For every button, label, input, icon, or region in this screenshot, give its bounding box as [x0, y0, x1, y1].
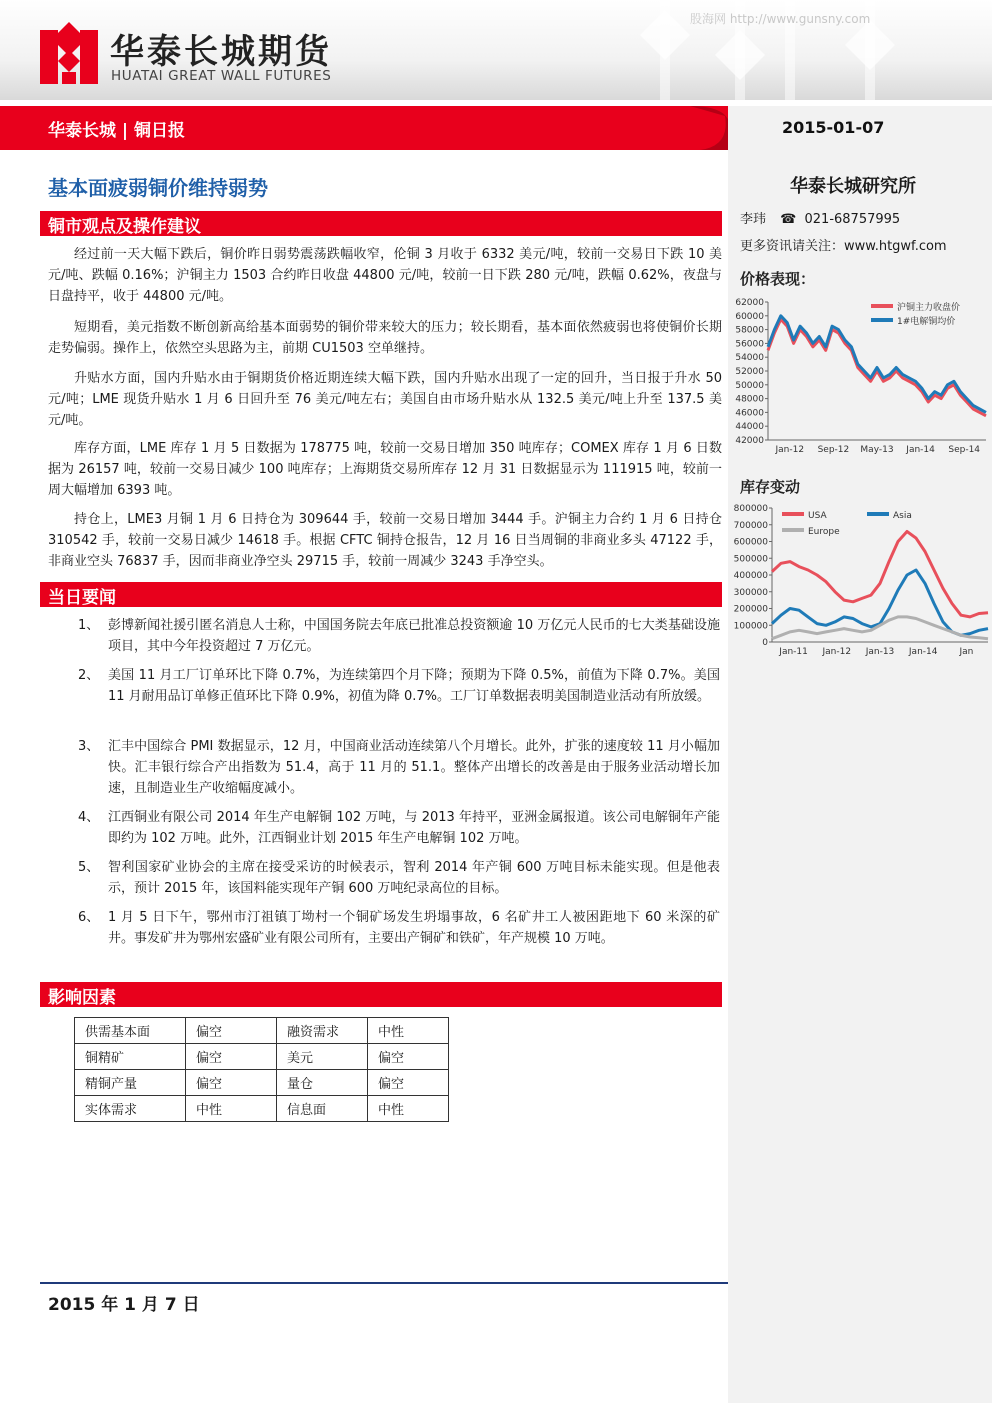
- table-cell: 实体需求: [75, 1096, 186, 1122]
- y-tick-label: 600000: [733, 537, 768, 548]
- stock-chart-title: 库存变动: [740, 478, 801, 496]
- report-date: 2015-01-07: [782, 118, 885, 137]
- y-tick-label: 54000: [735, 353, 764, 364]
- legend-label: Europe: [808, 527, 840, 537]
- y-tick-label: 48000: [735, 394, 764, 405]
- table-cell: 信息面: [277, 1096, 368, 1122]
- x-tick-label: May-13: [860, 445, 894, 455]
- telephone-icon: ☎: [780, 212, 797, 227]
- paragraph: 持仓上，LME3 月铜 1 月 6 日持仓为 309644 手，较前一交易日增加 3444 手。沪铜主力合约 1 月 6 日持仓 310542 手，较前一交易日减少 14618 手。根据 CFTC 铜持仓报告，12 月 16 日当周铜的非商业多头 47122 手，非商业空头 76837 手，因而非商业净空头 29715 手，较前一周减少 3243 手净空头。: [48, 512, 722, 569]
- table-cell: 美元: [277, 1044, 368, 1070]
- section-header-news: 当日要闻: [40, 582, 722, 607]
- legend-label: 沪铜主力收盘价: [897, 303, 961, 313]
- section-header-view: 铜市观点及操作建议: [40, 211, 722, 236]
- page-header: [0, 0, 992, 100]
- paragraph: 短期看，美元指数不断创新高给基本面弱势的铜价带来较大的压力；较长期看，基本面依然疲弱也将使铜价长期走势偏弱。操作上，依然空头思路为主，前期 CU1503 空单继持。: [48, 320, 722, 356]
- y-tick-label: 60000: [735, 311, 764, 322]
- y-tick-label: 42000: [735, 436, 764, 446]
- y-tick-label: 62000: [735, 298, 764, 308]
- table-cell: 铜精矿: [75, 1044, 186, 1070]
- factors-table: [74, 1017, 449, 1122]
- y-tick-label: 52000: [735, 367, 764, 377]
- y-tick-label: 0: [762, 638, 768, 648]
- y-tick-label: 56000: [735, 339, 764, 350]
- paragraph: 库存方面，LME 库存 1 月 5 日数据为 178775 吨，较前一交易日增加 350 吨库存；COMEX 库存 1 月 6 日数据为 26157 吨，较前一交易日减少 100 吨库存；上海期货交易所库存 12 月 31 日数据显示为 111915 吨，较前一周大幅增加 6393 吨。: [48, 441, 722, 498]
- x-tick-label: Jan-14: [906, 445, 935, 455]
- price-chart-title: 价格表现：: [740, 270, 816, 288]
- stock-chart: [730, 498, 992, 666]
- report-type-label: 华泰长城 | 铜日报: [48, 121, 186, 141]
- company-logo-icon: [40, 22, 98, 84]
- y-tick-label: 200000: [733, 604, 768, 615]
- analyst-phone: 021-68757995: [804, 212, 901, 227]
- report-title: 基本面疲弱铜价维持弱势: [48, 176, 268, 200]
- table-cell: 融资需求: [277, 1018, 368, 1044]
- x-tick-label: Jan-11: [779, 647, 808, 657]
- y-tick-label: 44000: [735, 422, 764, 433]
- y-tick-label: 46000: [735, 408, 764, 419]
- x-tick-label: Sep-14: [948, 445, 981, 455]
- section-header-factors: 影响因素: [40, 982, 722, 1007]
- table-cell: 量仓: [277, 1070, 368, 1096]
- company-name-cn: 华泰长城期货: [110, 32, 332, 72]
- paragraph: 升贴水方面，国内升贴水由于铜期货价格近期连续大幅下跌，国内升贴水出现了一定的回升，当日报于升水 50 元/吨；LME 现货升贴水 1 月 6 日回升至 76 美元/吨左右；美国自由市场升贴水从 132.5 美元/吨上升至 137.5 美元/吨。: [48, 371, 722, 428]
- y-tick-label: 700000: [733, 520, 768, 531]
- x-tick-label: Jan: [959, 647, 974, 657]
- x-tick-label: Jan-12: [822, 647, 852, 657]
- legend-label: USA: [808, 511, 827, 521]
- table-row: [75, 1070, 449, 1096]
- price-chart: [730, 292, 992, 464]
- table-row: [75, 1018, 449, 1044]
- table-cell: 偏空: [368, 1070, 449, 1096]
- table-cell: 供需基本面: [75, 1018, 186, 1044]
- x-tick-label: Jan-12: [775, 445, 805, 455]
- legend-label: Asia: [893, 511, 912, 521]
- table-cell: 中性: [368, 1018, 449, 1044]
- table-row: [75, 1096, 449, 1122]
- table-cell: 偏空: [186, 1044, 277, 1070]
- analyst-contact: [740, 208, 900, 227]
- table-cell: 中性: [368, 1096, 449, 1122]
- legend-label: 1#电解铜均价: [897, 317, 956, 327]
- y-tick-label: 300000: [733, 587, 768, 598]
- footer-divider: [40, 1282, 728, 1284]
- table-row: [75, 1044, 449, 1070]
- table-cell: 偏空: [368, 1044, 449, 1070]
- table-cell: 偏空: [186, 1018, 277, 1044]
- x-tick-label: Jan-13: [865, 647, 895, 657]
- series-line: [772, 532, 988, 617]
- y-tick-label: 500000: [733, 554, 768, 565]
- table-cell: 精铜产量: [75, 1070, 186, 1096]
- footer-date: 2015 年 1 月 7 日: [48, 1295, 200, 1315]
- y-tick-label: 100000: [733, 621, 768, 632]
- x-tick-label: Sep-12: [817, 445, 850, 455]
- y-tick-label: 800000: [733, 504, 768, 514]
- x-tick-label: Jan-14: [908, 647, 938, 657]
- watermark-text: 股海网 http://www.gunsny.com: [690, 12, 871, 26]
- series-line: [772, 617, 988, 639]
- paragraph: 经过前一天大幅下跌后，铜价昨日弱势震荡跌幅收窄，伦铜 3 月收于 6332 美元/吨，较前一交易日下跌 10 美元/吨、跌幅 0.16%；沪铜主力 1503 合约昨日收盘 44800 元/吨，较前一日下跌 280 元/吨，跌幅 0.62%，夜盘与日盘持平，收于 44800 元/吨。: [48, 247, 722, 304]
- analyst-name: 李玮: [740, 212, 767, 227]
- research-institute: 华泰长城研究所: [790, 176, 916, 197]
- table-cell: 偏空: [186, 1070, 277, 1096]
- y-tick-label: 58000: [735, 325, 764, 336]
- y-tick-label: 50000: [735, 380, 764, 391]
- table-cell: 中性: [186, 1096, 277, 1122]
- more-info-link[interactable]: 更多资讯请关注：www.htgwf.com: [740, 239, 947, 254]
- company-name-en: HUATAI GREAT WALL FUTURES: [111, 68, 332, 84]
- y-tick-label: 400000: [733, 571, 768, 581]
